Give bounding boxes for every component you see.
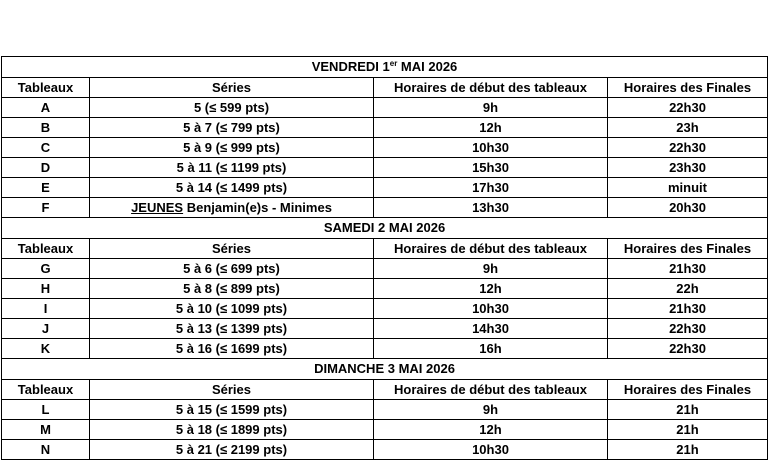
cell-tableau: L bbox=[2, 400, 90, 420]
cell-finale: 20h30 bbox=[608, 198, 768, 218]
table-row bbox=[2, 138, 768, 158]
table-row bbox=[2, 118, 768, 138]
table-row bbox=[2, 259, 768, 279]
column-header-tableaux: Tableaux bbox=[2, 380, 90, 400]
day-title-row bbox=[2, 359, 768, 380]
table-row bbox=[2, 158, 768, 178]
cell-serie bbox=[90, 279, 374, 299]
day-title-sup: er bbox=[389, 59, 398, 68]
cell-serie bbox=[90, 420, 374, 440]
cell-serie bbox=[90, 319, 374, 339]
cell-debut: 9h bbox=[374, 98, 608, 118]
cell-debut: 10h30 bbox=[374, 440, 608, 460]
column-header-series: Séries bbox=[90, 380, 374, 400]
cell-debut: 9h bbox=[374, 259, 608, 279]
table-row bbox=[2, 420, 768, 440]
column-header-debut: Horaires de début des tableaux bbox=[374, 380, 608, 400]
cell-serie-text: 5 à 21 (≤ 2199 pts) bbox=[175, 442, 288, 457]
column-header-series: Séries bbox=[90, 78, 374, 98]
table-row bbox=[2, 400, 768, 420]
cell-debut: 9h bbox=[374, 400, 608, 420]
cell-serie-text: 5 à 14 (≤ 1499 pts) bbox=[175, 180, 288, 195]
cell-tableau: E bbox=[2, 178, 90, 198]
day-title-text: VENDREDI 1 bbox=[311, 59, 390, 74]
cell-tableau: G bbox=[2, 259, 90, 279]
cell-serie-text: 5 (≤ 599 pts) bbox=[193, 100, 270, 115]
cell-serie-text: 5 à 9 (≤ 999 pts) bbox=[183, 140, 280, 155]
day-title-row bbox=[2, 57, 768, 78]
cell-serie-text: 5 à 7 (≤ 799 pts) bbox=[183, 120, 280, 135]
cell-finale: 22h bbox=[608, 279, 768, 299]
cell-serie-text: Benjamin(e)s - Minimes bbox=[183, 200, 332, 215]
day-title-suffix: MAI 2026 bbox=[397, 59, 458, 74]
cell-serie bbox=[90, 400, 374, 420]
day-title-row bbox=[2, 218, 768, 239]
cell-tableau: C bbox=[2, 138, 90, 158]
cell-debut: 15h30 bbox=[374, 158, 608, 178]
cell-serie-text: 5 à 15 (≤ 1599 pts) bbox=[175, 402, 288, 417]
column-header-row bbox=[2, 239, 768, 259]
day-title bbox=[2, 57, 768, 78]
cell-serie-text: 5 à 18 (≤ 1899 pts) bbox=[175, 422, 288, 437]
cell-tableau: N bbox=[2, 440, 90, 460]
cell-finale: 21h30 bbox=[608, 299, 768, 319]
cell-tableau: I bbox=[2, 299, 90, 319]
cell-serie bbox=[90, 440, 374, 460]
cell-finale: 22h30 bbox=[608, 98, 768, 118]
schedule-table bbox=[1, 56, 768, 460]
day-title bbox=[2, 359, 768, 380]
cell-serie bbox=[90, 98, 374, 118]
column-header-finales: Horaires des Finales bbox=[608, 78, 768, 98]
cell-finale: 23h bbox=[608, 118, 768, 138]
table-row bbox=[2, 440, 768, 460]
column-header-row bbox=[2, 78, 768, 98]
cell-serie bbox=[90, 259, 374, 279]
cell-debut: 12h bbox=[374, 118, 608, 138]
cell-serie-text: 5 à 11 (≤ 1199 pts) bbox=[176, 160, 287, 175]
table-row bbox=[2, 98, 768, 118]
cell-finale: 21h bbox=[608, 440, 768, 460]
column-header-finales: Horaires des Finales bbox=[608, 380, 768, 400]
table-row bbox=[2, 299, 768, 319]
column-header-tableaux: Tableaux bbox=[2, 78, 90, 98]
table-row bbox=[2, 319, 768, 339]
cell-serie bbox=[90, 339, 374, 359]
cell-debut: 14h30 bbox=[374, 319, 608, 339]
cell-tableau: K bbox=[2, 339, 90, 359]
table-row bbox=[2, 339, 768, 359]
cell-serie-text: 5 à 13 (≤ 1399 pts) bbox=[175, 321, 288, 336]
cell-serie bbox=[90, 118, 374, 138]
cell-tableau: H bbox=[2, 279, 90, 299]
cell-finale: 23h30 bbox=[608, 158, 768, 178]
cell-serie-emphasis: JEUNES bbox=[131, 200, 184, 215]
cell-serie-text: 5 à 6 (≤ 699 pts) bbox=[183, 261, 280, 276]
cell-serie bbox=[90, 158, 374, 178]
cell-tableau: A bbox=[2, 98, 90, 118]
day-title bbox=[2, 218, 768, 239]
cell-debut: 13h30 bbox=[374, 198, 608, 218]
cell-serie-text: 5 à 10 (≤ 1099 pts) bbox=[175, 301, 288, 316]
day-title-text: DIMANCHE 3 MAI 2026 bbox=[314, 361, 455, 376]
cell-serie bbox=[90, 178, 374, 198]
cell-tableau: J bbox=[2, 319, 90, 339]
column-header-debut: Horaires de début des tableaux bbox=[374, 239, 608, 259]
cell-finale: 22h30 bbox=[608, 339, 768, 359]
column-header-finales: Horaires des Finales bbox=[608, 239, 768, 259]
column-header-series: Séries bbox=[90, 239, 374, 259]
cell-debut: 10h30 bbox=[374, 299, 608, 319]
cell-debut: 12h bbox=[374, 420, 608, 440]
cell-finale: 21h30 bbox=[608, 259, 768, 279]
cell-finale: 22h30 bbox=[608, 319, 768, 339]
cell-finale: minuit bbox=[608, 178, 768, 198]
cell-serie bbox=[90, 299, 374, 319]
table-row bbox=[2, 279, 768, 299]
cell-tableau: D bbox=[2, 158, 90, 178]
column-header-tableaux: Tableaux bbox=[2, 239, 90, 259]
cell-serie-text: 5 à 16 (≤ 1699 pts) bbox=[175, 341, 288, 356]
cell-tableau: F bbox=[2, 198, 90, 218]
cell-tableau: B bbox=[2, 118, 90, 138]
cell-debut: 17h30 bbox=[374, 178, 608, 198]
cell-serie bbox=[90, 138, 374, 158]
cell-serie-text: 5 à 8 (≤ 899 pts) bbox=[183, 281, 280, 296]
cell-finale: 22h30 bbox=[608, 138, 768, 158]
cell-debut: 12h bbox=[374, 279, 608, 299]
day-title-text: SAMEDI 2 MAI 2026 bbox=[323, 220, 446, 235]
table-row bbox=[2, 198, 768, 218]
column-header-debut: Horaires de début des tableaux bbox=[374, 78, 608, 98]
cell-finale: 21h bbox=[608, 420, 768, 440]
column-header-row bbox=[2, 380, 768, 400]
cell-debut: 10h30 bbox=[374, 138, 608, 158]
cell-serie bbox=[90, 198, 374, 218]
cell-finale: 21h bbox=[608, 400, 768, 420]
cell-debut: 16h bbox=[374, 339, 608, 359]
cell-tableau: M bbox=[2, 420, 90, 440]
table-row bbox=[2, 178, 768, 198]
